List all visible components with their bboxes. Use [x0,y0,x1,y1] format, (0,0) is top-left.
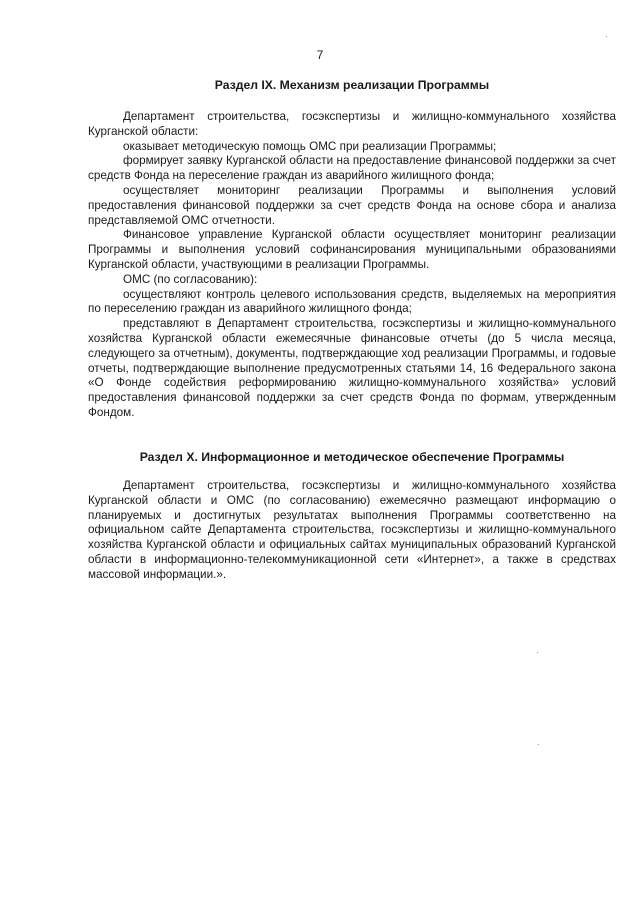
scan-speck [606,36,607,37]
section-10-title: Раздел X. Информационное и методическое обеспечение Программы [139,450,565,464]
page-number: 7 [316,48,324,62]
scan-speck [538,744,539,745]
paragraph: Департамент строительства, госэкспертизы и жилищно-коммунального хозяйства Курганской области: [88,110,616,138]
paragraph: Финансовое управление Курганской области осуществляет мониторинг реализации Программы и выполнения условий софинансирования муниципальными образованиями Курганской области, участвующими в реализации Программы. [88,228,616,271]
scan-speck [537,652,538,653]
paragraph: ОМС (по согласованию): [123,272,258,286]
section-9-title: Раздел IX. Механизм реализации Программы [214,78,490,92]
paragraph: формирует заявку Курганской области на предоставление финансовой поддержки за счет средств Фонда на переселение граждан из аварийного жилищного фонда; [88,154,616,183]
paragraph: осуществляют контроль целевого использования средств, выделяемых на мероприятия по переселению граждан из аварийного жилищного фонда; [88,287,616,316]
paragraph: представляют в Департамент строительства, госэкспертизы и жилищно-коммунального хозяйства Курганской области ежемесячные финансовые отчеты (до 5 числа месяца, следующего за отчетным), документы, подтверждающие ход реализации Программы, и годовые отчеты, подтверждающие выполнение предусмотренных статьями 14, 16 Федерального закона «О Фонде содействия реформированию жилищно-коммунального хозяйства» условий предоставления финансовой поддержки за счет средств Фонда по формам, утвержденным Фондом. [88,317,616,419]
section-10-body [88,479,616,583]
paragraph: оказывает методическую помощь ОМС при реализации Программы; [123,139,497,153]
section-9-body [88,110,616,421]
paragraph: Департамент строительства, госэкспертизы и жилищно-коммунального хозяйства Курганской области и ОМС (по согласованию) ежемесячно размещают информацию о планируемых и достигнутых результатах выполнения Программы соответственно на официальном сайте Департамента строительства, госэкспертизы и жилищно-коммунального хозяйства Курганской области и официальных сайтах муниципальных образований Курганской области в информационно-телекоммуникационной сети «Интернет», а также в средствах массовой информации.». [88,479,616,581]
paragraph: осуществляет мониторинг реализации Программы и выполнения условий предоставления финансовой поддержки за счет средств Фонда на основе сбора и анализа представляемой ОМС отчетности. [88,183,616,227]
